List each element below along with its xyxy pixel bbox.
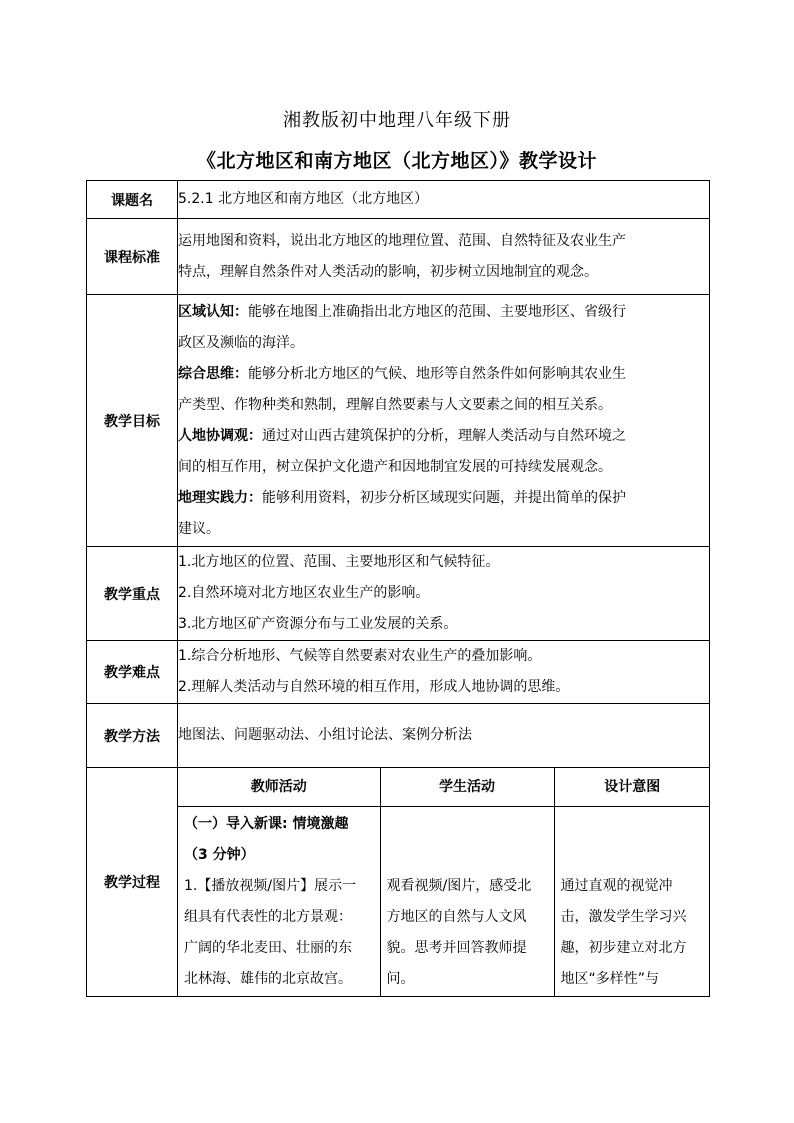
goal-heading: 地理实践力： (178, 489, 262, 506)
lesson-plan-table (86, 180, 710, 997)
goal-heading: 人地协调观： (178, 427, 262, 444)
student-line: 貌。思考并回答教师提 (386, 940, 527, 956)
process-table (178, 768, 710, 996)
process-row (178, 807, 710, 996)
student-line: 问。 (386, 971, 415, 987)
goal-line: 建议。 (178, 520, 220, 537)
process-cell (178, 768, 710, 997)
difficulty-item: 1.综合分析地形、气候等自然要素对农业生产的叠加影响。 (178, 648, 542, 664)
goal-text: 能够在地图上准确指出北方地区的范围、主要地形区、省级行 (248, 303, 626, 320)
design-intent (554, 807, 710, 996)
key-points-text (178, 547, 710, 641)
key-point-item: 2.自然环境对北方地区农业生产的影响。 (178, 585, 430, 601)
key-point-item: 1.北方地区的位置、范围、主要地形区和气候特征。 (178, 554, 500, 570)
row-goals (87, 295, 710, 547)
student-line: 观看视频/图片，感受北 (386, 878, 532, 894)
row-standard (87, 219, 710, 295)
col-intent-header: 设计意图 (554, 768, 710, 807)
process-header-row (178, 768, 710, 807)
row-topic (87, 181, 710, 219)
key-point-item: 3.北方地区矿产资源分布与工业发展的关系。 (178, 616, 458, 632)
teacher-line: 广阔的华北麦田、壮丽的东 (184, 940, 352, 956)
intent-line: 击，激发学生学习兴 (560, 909, 687, 925)
row-difficulties (87, 641, 710, 704)
row-methods (87, 704, 710, 768)
topic-text: 5.2.1 北方地区和南方地区（北方地区） (178, 181, 710, 219)
teacher-line: 组具有代表性的北方景观： (184, 909, 352, 925)
student-line: 方地区的自然与人文风 (386, 909, 527, 925)
goal-line: 间的相互作用，树立保护文化遗产和因地制宜发展的可持续发展观念。 (178, 458, 612, 475)
label-goals: 教学目标 (87, 295, 178, 547)
goals-text (178, 295, 710, 547)
standard-line: 运用地图和资料，说出北方地区的地理位置、范围、自然特征及农业生产 (178, 232, 626, 249)
row-process (87, 768, 710, 997)
section-duration: （3 分钟） (184, 847, 255, 863)
standard-line: 特点，理解自然条件对人类活动的影响，初步树立因地制宜的观念。 (178, 263, 598, 280)
goal-line (178, 359, 709, 390)
methods-text: 地图法、问题驱动法、小组讨论法、案例分析法 (178, 704, 710, 768)
goal-heading: 综合思维： (178, 365, 248, 382)
teacher-line: 1.【播放视频/图片】展示一 (184, 878, 357, 894)
goal-text: 通过对山西古建筑保护的分析，理解人类活动与自然环境之 (262, 427, 626, 444)
teacher-line: 北林海、雄伟的北京故宫。 (184, 971, 352, 987)
intent-line: 趣，初步建立对北方 (560, 940, 687, 956)
goal-line: 政区及濒临的海洋。 (178, 334, 304, 351)
difficulties-text (178, 641, 710, 704)
document-title: 《北方地区和南方地区（北方地区）》教学设计 (196, 150, 597, 172)
label-difficulties: 教学难点 (87, 641, 178, 704)
goal-line (178, 483, 709, 514)
teacher-activity (178, 807, 380, 996)
student-activity (380, 807, 554, 996)
label-methods: 教学方法 (87, 704, 178, 768)
section-title: （一）导入新课: 情境激趣 (184, 816, 349, 832)
difficulty-item: 2.理解人类活动与自然环境的相互作用，形成人地协调的思维。 (178, 679, 570, 695)
goal-line (178, 297, 709, 328)
col-student-header: 学生活动 (380, 768, 554, 807)
col-teacher-header: 教师活动 (178, 768, 380, 807)
document-subtitle: 湘教版初中地理八年级下册 (283, 110, 511, 131)
intent-line: 通过直观的视觉冲 (560, 878, 673, 894)
label-topic: 课题名 (87, 181, 178, 219)
standard-text (178, 219, 710, 295)
goal-heading: 区域认知： (178, 303, 248, 320)
label-standard: 课程标准 (87, 219, 178, 295)
label-process: 教学过程 (87, 768, 178, 997)
row-key-points (87, 547, 710, 641)
goal-line (178, 421, 709, 452)
intent-line: 地区“多样性”与 (560, 971, 660, 987)
goal-text: 能够利用资料，初步分析区域现实问题，并提出简单的保护 (262, 489, 626, 506)
label-key-points: 教学重点 (87, 547, 178, 641)
goal-line: 产类型、作物种类和熟制，理解自然要素与人文要素之间的相互关系。 (178, 396, 612, 413)
goal-text: 能够分析北方地区的气候、地形等自然条件如何影响其农业生 (248, 365, 626, 382)
